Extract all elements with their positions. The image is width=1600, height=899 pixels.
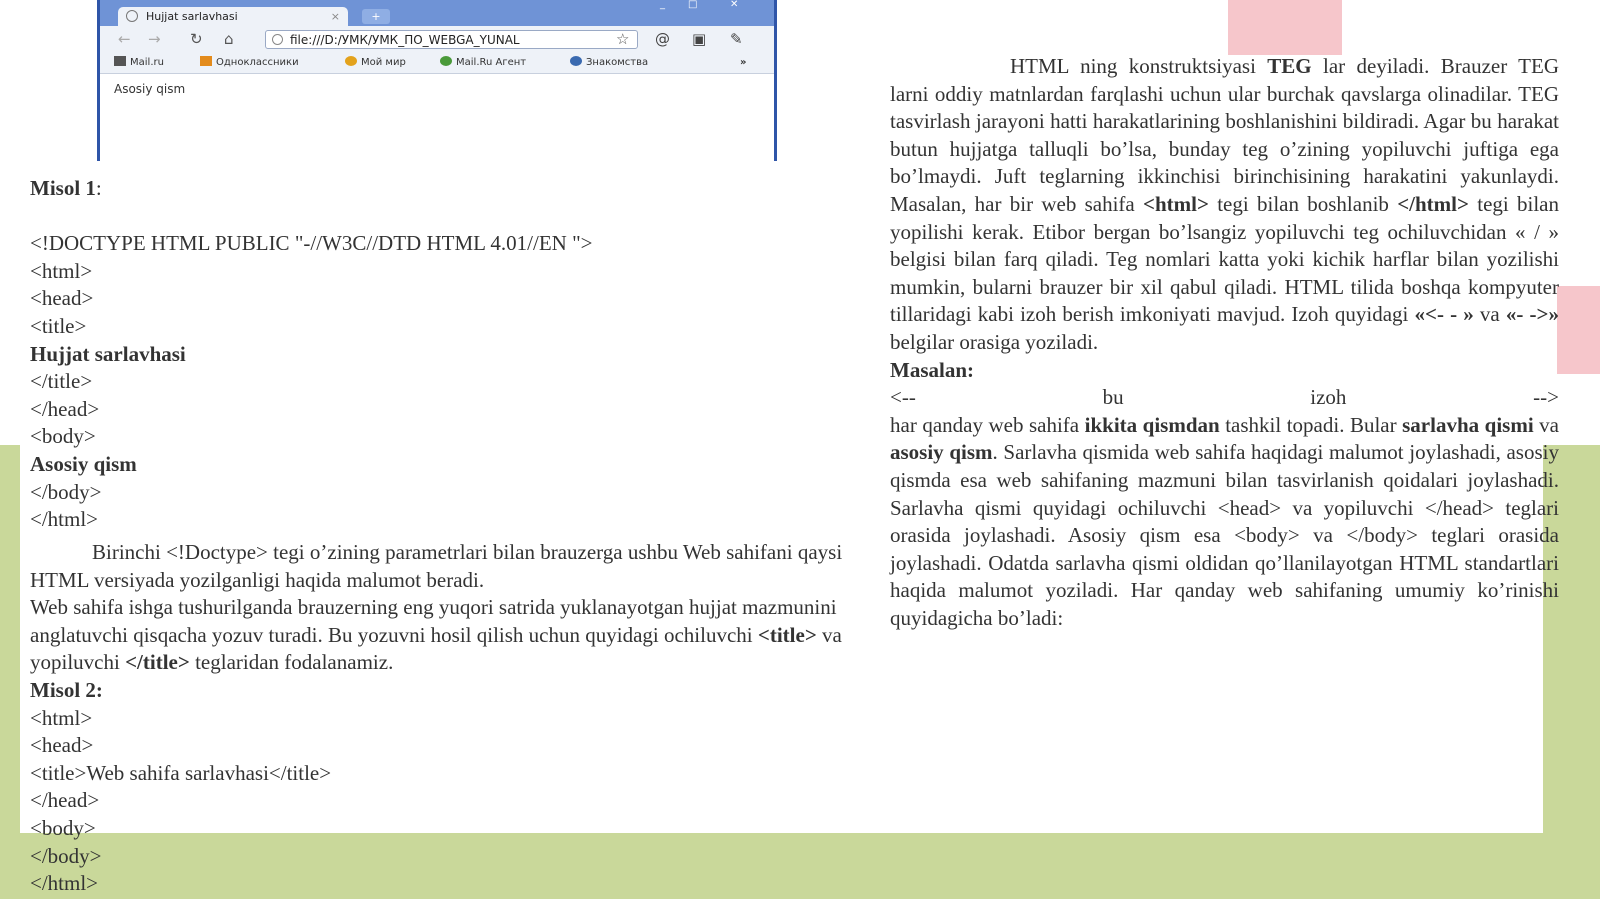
browser-content: Asosiy qism [114,82,186,96]
close-tab-icon[interactable]: × [330,10,340,23]
comment-close: --> [1533,385,1559,410]
code-line: <title> [30,313,87,338]
comment-open: <-- [890,385,916,410]
bookmark-item[interactable]: Mail.ru [114,56,164,70]
code-line: </html> [30,871,99,896]
address-text: file:///D:/УМК/УМК_ПО_WEBGA_YUNAL [290,33,520,47]
code-line: <head> [30,733,94,758]
maximize-icon[interactable]: □ [688,0,698,10]
znakomstva-icon [570,56,582,66]
browser-toolbar [100,26,774,53]
new-tab-button[interactable]: + [362,9,390,24]
code-line: </body> [30,479,102,504]
close-window-icon[interactable]: ✕ [730,0,739,10]
page-icon [126,10,138,22]
odnoklassniki-icon [200,56,212,66]
moy-mir-icon [345,56,357,66]
code-line: Asosiy qism [30,451,137,476]
doctype-paragraph: Birinchi <!Doctype> tegi o’zining parametrlari bilan brauzerga ushbu Web sahifani qaysi HTML versiyada yozilganligi haqida malumot beradi. [30,540,843,592]
tab-title: Hujjat sarlavhasi [146,10,238,23]
bookmark-item[interactable]: Mail.Ru Агент [440,56,526,70]
blank-line [30,203,872,231]
forward-icon[interactable]: → [148,30,161,48]
background-pink-right [1557,286,1600,374]
teg-paragraph: HTML ning konstruktsiyasi TEG lar deyiladi. Brauzer TEG larni oddiy matnlardan farqlashi uchun ular burchak qavslarga olinadilar. TEG tasvirlash jarayoni hatti harakatlarining boshlanishini bildiradi. Agar bu harakat butun hujjatga talluqli bo’lsa, bunday teg o’zining yopiluvchi juftiga ega bo’lmaydi. Juft teglarning ikkinchisi birinchisining harakatini yakunlaydi. Masalan, har bir web sahifa <html> tegi bilan boshlanib </html> tegi bilan yopilishi kerak. Etibor bergan bo’lsangiz yopiluvchi teg ochiluvchidan « / » belgisi bilan farq qiladi. Teg nomlari katta yoki kichik harflar bilan yozilishi mumkin, bularni brauzer bir xil qabul qiladi. HTML tilida boshqa kompyuter tillaridagi kabi izoh berish imkoniyati mavjud. Izoh quyidagi «<- - » va «- ->» belgilar orasiga yoziladi. [890,54,1560,354]
comment-word-1: bu [1102,385,1124,410]
masalan-heading: Masalan: [890,357,974,382]
mailru-icon [114,56,126,66]
code-line: <html> [30,258,93,283]
comment-example [890,384,1559,412]
wrench-icon[interactable]: ✎ [730,30,743,48]
title-paragraph: Web sahifa ishga tushurilganda brauzerning eng yuqori satrida yuklanayotgan hujjat mazmunini anglatuvchi qisqacha yozuv turadi. Bu yozuvni hosil qilish uchun quyidagi ochiluvchi <title> va yopiluvchi </title> teglaridan fodalanamiz. [30,595,842,675]
structure-paragraph: har qanday web sahifa ikkita qismdan tashkil topadi. Bular sarlavha qismi va asosiy qism. Sarlavha qismida web sahifa haqidagi malumot joylashadi, asosiy qismda esa web sahifaning mazmuni bilan tasvirlanish qoidalari joylashadi. Sarlavha qismi quyidagi ochiluvchi <head> va yopiluvchi </head> teglari orasida joylashadi. Asosiy qism esa <body> va </body> teglari orasida joylashadi. Odatda sarlavha qismi oldidan qo’llanilayotgan HTML standartlari haqida malumot yoziladi. Har qanday web sahifaning umumiy ko’rinishi quyidagicha bo’ladi: [890,412,1559,630]
left-text-block [30,539,872,898]
misol2-heading: Misol 2: [30,677,103,702]
reload-icon[interactable]: ↻ [190,30,203,48]
code-line: <html> [30,705,93,730]
extension-icon[interactable]: ▣ [692,30,707,48]
mail-icon[interactable]: @ [655,30,670,48]
code-line: <!DOCTYPE HTML PUBLIC "-//W3C//DTD HTML 4.01//EN "> [30,231,593,256]
home-icon[interactable]: ⌂ [224,30,234,48]
code-line: </head> [30,396,100,421]
code-line: </body> [30,843,102,868]
minimize-icon[interactable]: _ [660,0,665,10]
browser-tab[interactable] [118,7,348,26]
address-bar[interactable] [265,30,638,49]
code-example-2 [30,705,872,898]
code-line: <body> [30,424,96,449]
back-icon[interactable]: ← [118,30,131,48]
code-line: <head> [30,286,94,311]
bookmarks-bar [100,53,774,74]
code-line: Hujjat sarlavhasi [30,341,186,366]
left-column [30,175,872,534]
background-pink-top [1228,0,1342,55]
code-line: </html> [30,507,99,532]
bookmark-item[interactable]: Мой мир [345,56,406,70]
code-line: </head> [30,788,100,813]
browser-titlebar [100,0,774,26]
bookmark-item[interactable]: Одноклассники [200,56,299,70]
agent-icon [440,56,452,66]
browser-screenshot [97,0,777,161]
bookmarks-more-icon[interactable]: » [740,57,747,68]
page-info-icon [272,34,283,45]
bookmark-star-icon[interactable]: ☆ [616,30,630,48]
comment-word-2: izoh [1310,385,1347,410]
right-column [890,53,1559,632]
code-example-1 [30,230,872,534]
misol1-heading: Misol 1: [30,176,102,200]
code-line: <body> [30,815,96,840]
code-line: </title> [30,369,93,394]
code-line: <title>Web sahifa sarlavhasi</title> [30,760,332,785]
bookmark-item[interactable]: Знакомства [570,56,648,70]
